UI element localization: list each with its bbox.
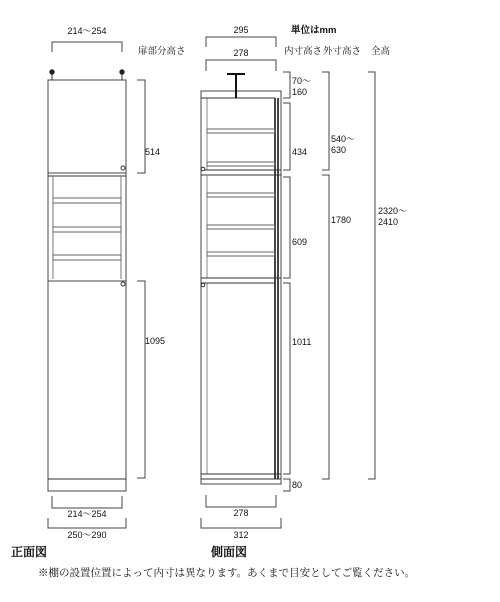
front-lower-door-height-label: 1095	[145, 336, 166, 346]
outer-height-header: 外寸高さ	[323, 46, 362, 57]
front-bottom-width-label: 214〜254	[67, 509, 107, 519]
side-view-cabinet	[201, 91, 281, 484]
inner-height-label-top: 70〜 160	[292, 76, 312, 97]
outer-height-label-upper: 540〜 630	[331, 134, 356, 155]
door-height-header: 扉部分高さ	[138, 46, 186, 57]
unit-label: 単位はmm	[291, 25, 337, 36]
front-dimension-lines	[48, 42, 145, 528]
inner-height-label-middle: 609	[292, 237, 308, 247]
front-view-cabinet	[48, 80, 126, 491]
side-top-outer-depth-label: 295	[233, 25, 249, 35]
side-bottom-outer-depth-label: 312	[233, 530, 249, 540]
front-fixing-pins	[50, 70, 124, 80]
inner-height-header: 内寸高さ	[284, 46, 323, 57]
outer-height-label-lower: 1780	[331, 215, 352, 225]
front-top-width-label: 214〜254	[67, 26, 107, 36]
shelf-position-note: ※棚の設置位置によって内寸は異なります。あくまで目安としてご覧ください。	[38, 567, 416, 579]
front-view-caption: 正面図	[11, 545, 48, 559]
total-height-label: 2320〜 2410	[378, 206, 408, 227]
inner-height-label-lower: 1011	[292, 337, 312, 347]
anti-tip-bracket	[227, 74, 245, 98]
side-view-caption: 側面図	[211, 545, 248, 559]
front-upper-door-height-label: 514	[145, 147, 161, 157]
inner-height-label-plinth: 80	[292, 480, 303, 490]
front-overall-width-label: 250〜290	[67, 530, 107, 540]
side-top-inner-depth-label: 278	[233, 48, 249, 58]
inner-height-label-upper: 434	[292, 147, 308, 157]
side-bottom-inner-depth-label: 278	[233, 508, 249, 518]
total-height-header: 全高	[371, 46, 391, 57]
